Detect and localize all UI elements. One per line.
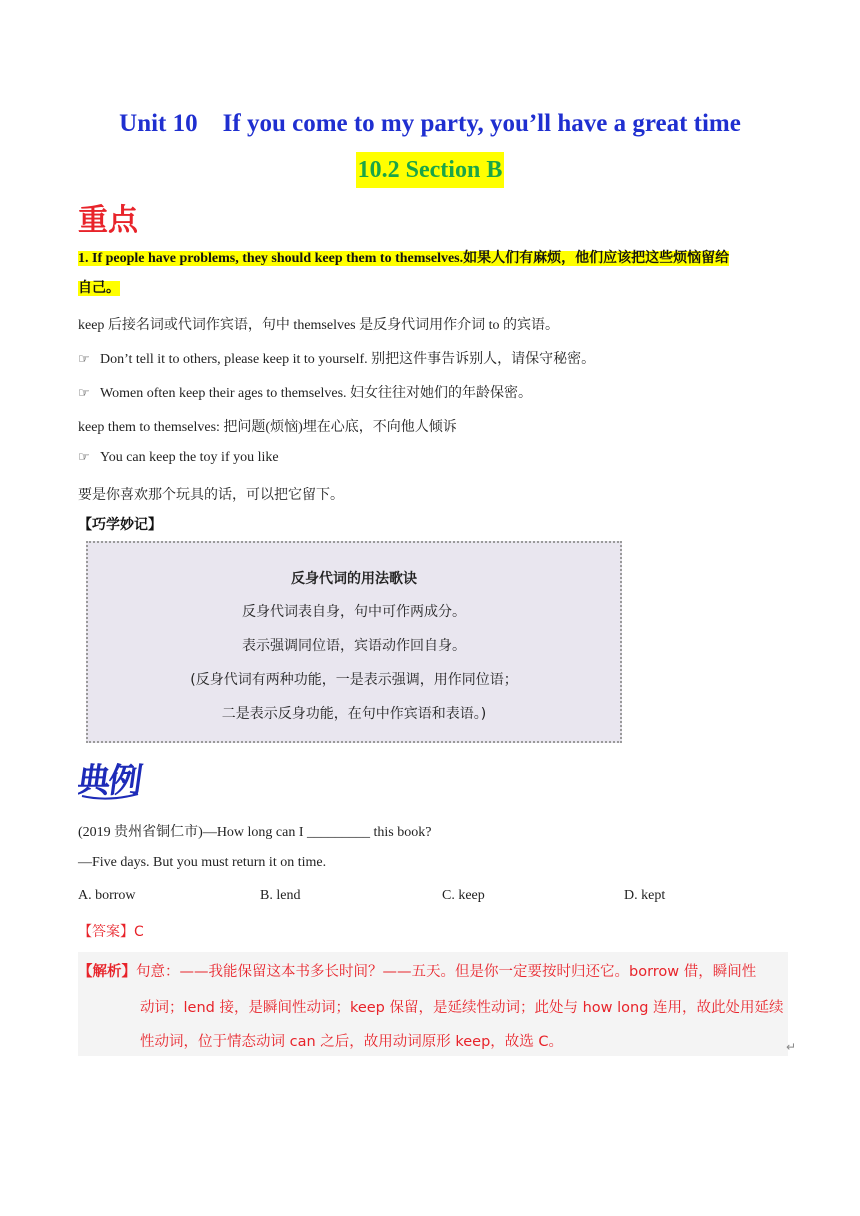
pointing-hand-icon: ☞	[78, 386, 90, 401]
option-c: C. keep	[442, 888, 485, 903]
question-line-2: —Five days. But you must return it on time.	[78, 855, 327, 870]
svg-text:典例: 典例	[78, 761, 144, 801]
memo-line-4: 二是表示反身功能，在句中作宾语和表语。)	[221, 706, 487, 722]
analysis-text-1: 句意：——我能保留这本书多长时间？——五天。但是你一定要按时归还它。borrow 借，瞬间性	[136, 964, 757, 980]
option-b: B. lend	[260, 888, 301, 903]
question-line-1: (2019 贵州省铜仁市)—How long can I _________ this book?	[78, 825, 432, 840]
example-line-2	[78, 382, 532, 402]
example-text-3: You can keep the toy if you like	[100, 450, 279, 465]
example-text-1: Don’t tell it to others, please keep it to yourself. 别把这件事告诉别人，请保守秘密。	[100, 352, 596, 367]
example-text-2: Women often keep their ages to themselves. 妇女往往对她们的年龄保密。	[100, 386, 533, 401]
key-sentence	[78, 244, 786, 304]
paragraph-mark-icon: ↵	[786, 1040, 797, 1054]
analysis-line-2: 动词；lend 接，是瞬间性动词；keep 保留，是延续性动词；此处与 how long 连用，故此处用延续	[140, 1000, 784, 1016]
analysis-line-1	[78, 960, 756, 981]
answer-line: 【答案】C	[78, 924, 144, 940]
pointing-hand-icon: ☞	[78, 450, 90, 465]
memo-label: 【巧学妙记】	[78, 517, 162, 533]
memo-line-1: 反身代词表自身，句中可作两成分。	[242, 604, 466, 620]
subtitle-wrap	[0, 152, 860, 188]
analysis-label: 【解析】	[78, 964, 136, 980]
memo-line-3: (反身代词有两种功能，一是表示强调，用作同位语；	[190, 672, 518, 688]
analysis-box	[78, 952, 788, 1056]
option-d: D. kept	[624, 888, 666, 903]
key-points-heading: 重点	[78, 203, 138, 238]
note-line-3: 要是你喜欢那个玩具的话，可以把它留下。	[78, 488, 344, 503]
memo-box	[86, 541, 622, 743]
unit-title: Unit 10 If you come to my party, you’ll have a great time	[119, 110, 741, 137]
analysis-line-3: 性动词，位于情态动词 can 之后，故用动词原形 keep，故选 C。	[140, 1034, 564, 1050]
key-sentence-line-1: 1. If people have problems, they should keep them to themselves.如果人们有麻烦，他们应该把这些烦恼留给	[78, 251, 730, 266]
memo-title: 反身代词的用法歌诀	[291, 571, 417, 587]
pointing-hand-icon: ☞	[78, 352, 90, 367]
key-sentence-line-2: 自己。	[78, 281, 120, 296]
memo-line-2: 表示强调同位语，宾语动作回自身。	[242, 638, 466, 654]
note-line-1: keep 后接名词或代词作宾语，句中 themselves 是反身代词用作介词 to 的宾语。	[78, 318, 560, 333]
example-stamp-icon	[78, 756, 164, 804]
note-line-2: keep them to themselves: 把问题(烦恼)埋在心底，不向他人倾诉	[78, 420, 457, 435]
example-line-3	[78, 450, 279, 466]
section-subtitle: 10.2 Section B	[356, 152, 505, 188]
option-a: A. borrow	[78, 888, 136, 903]
example-line-1	[78, 348, 595, 368]
